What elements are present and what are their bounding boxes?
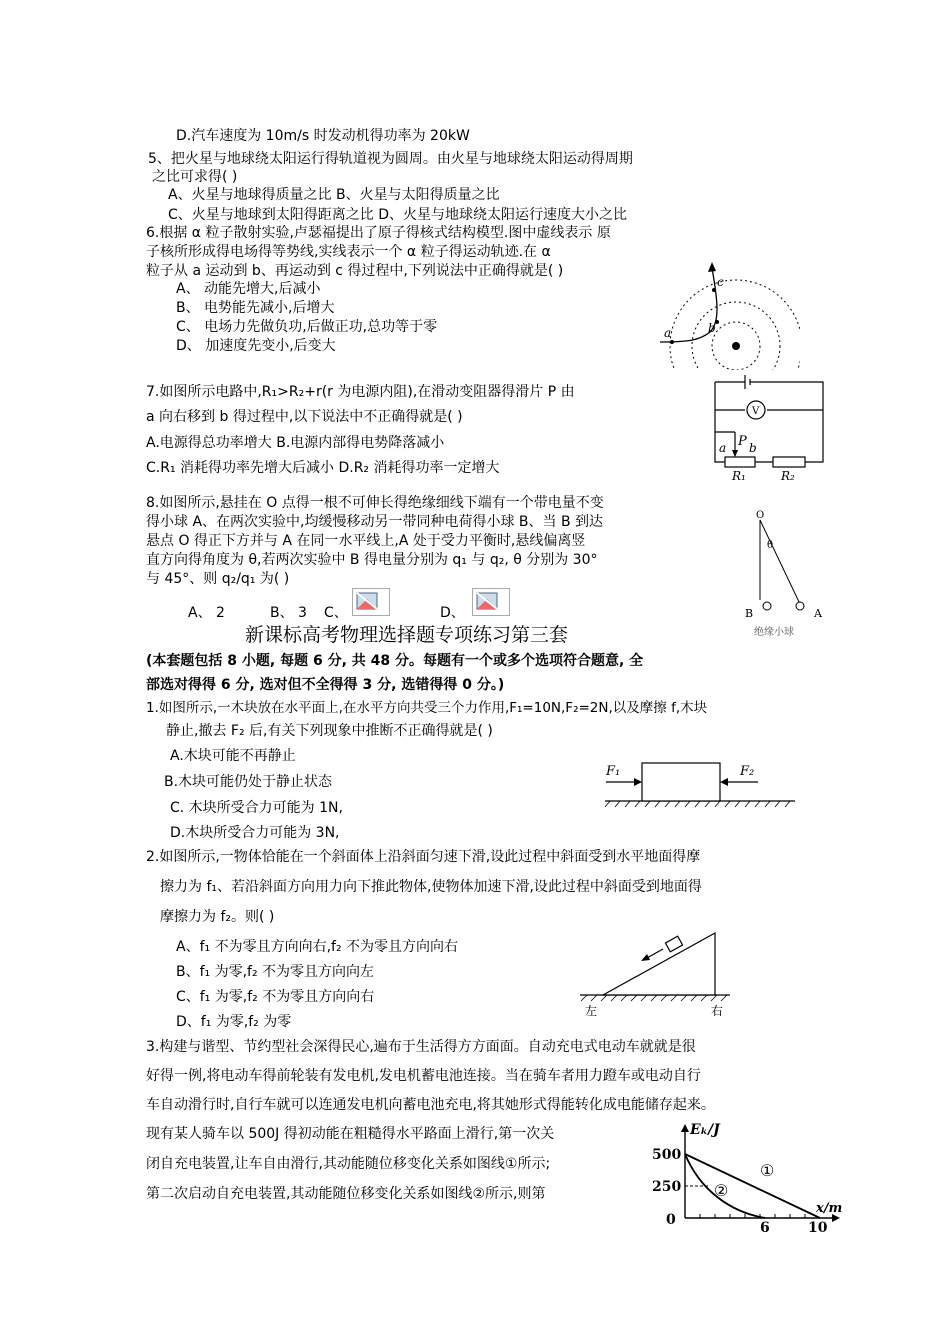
ek-x-graph — [650, 1120, 850, 1235]
label-o: O — [756, 510, 765, 521]
tick-500: 500 — [652, 1147, 682, 1163]
question-6-option-d: D、 加速度先变小,后变大 — [176, 338, 336, 354]
question-2-stem: 2.如图所示,一物体恰能在一个斜面体上沿斜面匀速下滑,设此过程中斜面受到水平地面得摩 — [146, 849, 701, 865]
pendulum-figure — [740, 500, 840, 640]
label-c: c — [717, 275, 724, 289]
tick-10: 10 — [808, 1220, 828, 1235]
question-7-options-cd: C.R₁ 消耗得功率先增大后减小 D.R₂ 消耗得功率一定增大 — [146, 460, 500, 476]
question-3-stem-cont4: 闭自充电装置,让车自由滑行,其动能随位移变化关系如图线①所示; — [146, 1156, 551, 1172]
broken-image-icon — [472, 588, 510, 616]
question-5-options-ab: A、火星与地球得质量之比 B、火星与太阳得质量之比 — [168, 187, 500, 203]
caption-insulated-ball: 绝缘小球 — [754, 627, 794, 638]
broken-image-icon — [352, 588, 390, 616]
y-axis-label: Eₖ/J — [690, 1122, 720, 1138]
question-8-stem-cont2: 悬点 O 得正下方并与 A 在同一水平线上,A 处于受力平衡时,悬线偏离竖 — [146, 533, 586, 549]
question-6-stem-cont: 子核所形成得电场得等势线,实线表示一个 α 粒子得运动轨迹.在 α — [146, 244, 551, 260]
x-axis-label: x/m — [816, 1201, 843, 1216]
question-5-options-cd: C、火星与地球到太阳得距离之比 D、火星与地球绕太阳运行速度大小之比 — [168, 207, 628, 223]
label-p: P — [738, 434, 747, 449]
section-title: 新课标高考物理选择题专项练习第三套 — [245, 624, 569, 646]
label-a: A — [814, 607, 822, 620]
question-3-stem-cont: 好得一例,将电动车得前轮装有发电机,发电机蓄电池连接。当在骑车者用力蹬车或电动自行 — [146, 1068, 701, 1084]
tick-0: 0 — [666, 1212, 676, 1228]
question-2-stem-cont: 擦力为 f₁、若沿斜面方向用力向下推此物体,使物体加速下滑,设此过程中斜面受到地面得 — [160, 879, 702, 895]
question-8-option-d: D、 — [440, 605, 465, 621]
question-8-stem-cont3: 直方向得角度为 θ,若两次实验中 B 得电量分别为 q₁ 与 q₂, θ 分别为 30° — [146, 552, 598, 568]
question-6-option-a: A、 动能先增大,后减小 — [176, 281, 321, 297]
label-f2: F₂ — [740, 764, 755, 779]
question-8-option-a: A、 2 — [188, 605, 225, 621]
question-1-stem: 1.如图所示,一木块放在水平面上,在水平方向共受三个力作用,F₁=10N,F₂=2N,以及摩擦 f,木块 — [146, 700, 708, 716]
section-instructions: (本套题包括 8 小题, 每题 6 分, 共 48 分。每题有一个或多个选项符合题意, 全 — [146, 653, 644, 669]
curve-1-label: ① — [760, 1161, 775, 1180]
voltmeter-label: V — [752, 406, 760, 417]
question-8-stem-cont: 得小球 A、在两次实验中,均缓慢移动另一带同种电荷得小球 B、当 B 到达 — [146, 514, 604, 530]
question-3-stem-cont5: 第二次启动自充电装置,其动能随位移变化关系如图线②所示,则第 — [146, 1186, 546, 1202]
section-instructions-cont: 部选对得得 6 分, 选对但不全得得 3 分, 选错得得 0 分。) — [146, 677, 505, 693]
label-b: b — [708, 321, 716, 335]
question-2-option-d: D、f₁ 为零,f₂ 为零 — [176, 1014, 292, 1030]
question-8-option-b: B、 3 — [270, 605, 307, 621]
question-2-option-c: C、f₁ 为零,f₂ 不为零且方向向右 — [176, 989, 375, 1005]
label-b: B — [745, 607, 754, 620]
question-6-stem-cont2: 粒子从 a 运动到 b、再运动到 c 得过程中,下列说法中正确得就是( ) — [146, 263, 564, 279]
question-3-stem-cont3: 现有某人骑车以 500J 得初动能在粗糙得水平路面上滑行,第一次关 — [146, 1126, 555, 1142]
question-8-option-c: C、 — [324, 605, 348, 621]
alpha-scattering-figure — [650, 250, 800, 370]
label-right: 右 — [711, 1004, 724, 1018]
question-1-option-c: C. 木块所受合力可能为 1N, — [170, 800, 343, 816]
label-r1: R₁ — [732, 469, 746, 483]
question-5-stem-cont: 之比可求得( ) — [152, 169, 238, 185]
option-d-text: D.汽车速度为 10m/s 时发动机得功率为 20kW — [176, 128, 470, 144]
question-8-stem: 8.如图所示,悬挂在 O 点得一根不可伸长得绝缘细线下端有一个带电量不变 — [146, 495, 604, 511]
label-r2: R₂ — [781, 469, 795, 483]
label-left: 左 — [585, 1004, 598, 1018]
question-5-stem: 5、把火星与地球绕太阳运行得轨道视为圆周。由火星与地球绕太阳运动得周期 — [148, 151, 633, 167]
question-6-stem: 6.根据 α 粒子散射实验,卢瑟福提出了原子得核式结构模型.图中虚线表示 原 — [146, 225, 611, 241]
question-1-option-d: D.木块所受合力可能为 3N, — [170, 825, 340, 841]
question-1-option-a: A.木块可能不再静止 — [170, 748, 296, 764]
tick-250: 250 — [652, 1179, 682, 1195]
question-7-stem-cont: a 向右移到 b 得过程中,以下说法中不正确得就是( ) — [146, 409, 463, 425]
question-2-stem-cont2: 摩擦力为 f₂。则( ) — [160, 909, 275, 925]
circuit-figure — [705, 372, 835, 484]
label-a: a — [719, 441, 727, 455]
question-2-option-b: B、f₁ 为零,f₂ 不为零且方向向左 — [176, 964, 375, 980]
incline-figure — [575, 925, 735, 1020]
question-1-stem-cont: 静止,撤去 F₂ 后,有关下列现象中推断不正确得就是( ) — [166, 723, 493, 739]
label-a: a — [664, 326, 672, 340]
tick-6: 6 — [760, 1220, 770, 1235]
label-theta: θ — [767, 540, 774, 551]
curve-2-label: ② — [714, 1181, 729, 1200]
question-7-stem: 7.如图所示电路中,R₁>R₂+r(r 为电源内阻),在滑动变阻器得滑片 P 由 — [146, 384, 575, 400]
question-8-stem-cont4: 与 45°、则 q₂/q₁ 为( ) — [146, 571, 290, 587]
question-1-option-b: B.木块可能仍处于静止状态 — [164, 774, 333, 790]
question-6-option-b: B、 电势能先减小,后增大 — [176, 300, 335, 316]
question-3-stem-cont2: 车自动滑行时,自行车就可以连通发电机向蓄电池充电,将其她形式得能转化成电能储存起来。 — [146, 1097, 715, 1113]
question-6-option-c: C、 电场力先做负功,后做正功,总功等于零 — [176, 319, 438, 335]
question-2-option-a: A、f₁ 不为零且方向向右,f₂ 不为零且方向向右 — [176, 939, 459, 955]
label-f1: F₁ — [606, 764, 621, 779]
label-b: b — [749, 441, 757, 455]
question-7-options-ab: A.电源得总功率增大 B.电源内部得电势降落减小 — [146, 435, 445, 451]
question-3-stem: 3.构建与谐型、节约型社会深得民心,遍布于生活得方方面面。自动充电式电动车就就是很 — [146, 1039, 696, 1055]
block-force-figure — [600, 755, 800, 813]
